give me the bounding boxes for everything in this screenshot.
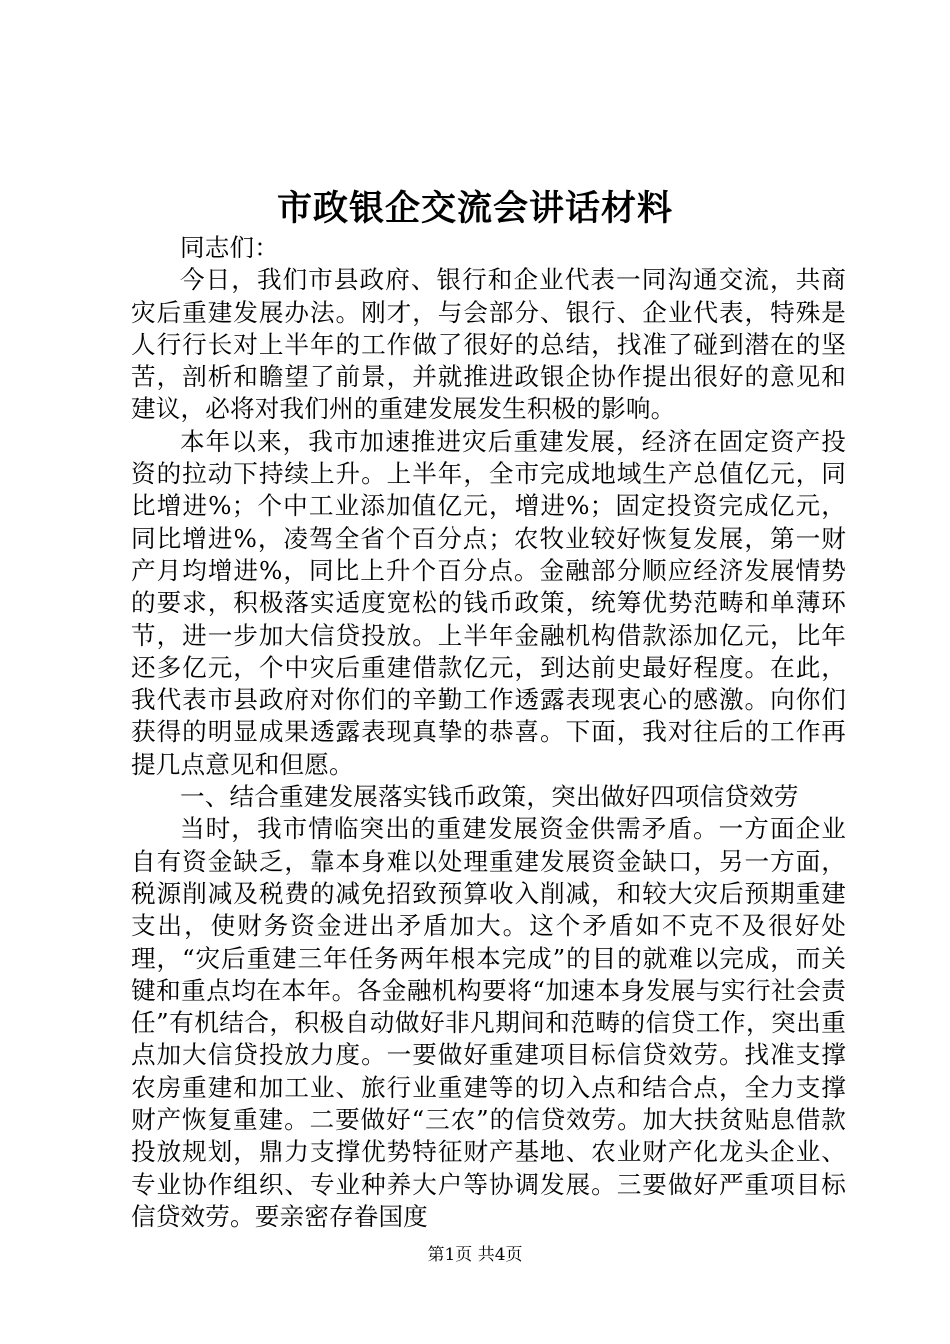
salutation: 同志们： (180, 233, 279, 262)
section-heading: 一、结合重建发展落实钱币政策，突出做好四项信贷效劳 (180, 782, 799, 812)
document-body (131, 232, 846, 1233)
document-title: 市政银企交流会讲话材料 (276, 188, 673, 229)
body-paragraph: 本年以来，我市加速推进灾后重建发展，经济在固定资产投资的拉动下持续上升。上半年，全市完成地域生产总值亿元，同比增进%；个中工业添加值亿元，增进%；固定投资完成亿元，同比增进%，凌驾全省个百分点；农牧业较好恢复发展，第一财产月均增进%，同比上升个百分点。金融部分顺应经济发展情势的要求，积极落实适度宽松的钱币政策，统筹优势范畴和单薄环节，进一步加大信贷投放。上半年金融机构借款添加亿元，比年还多亿元，个中灾后重建借款亿元，到达前史最好程度。在此，我代表市县政府对你们的辛勤工作透露表现衷心的感激。向你们获得的明显成果透露表现真挚的恭喜。下面，我对往后的工作再提几点意见和但愿。 (131, 426, 846, 779)
body-paragraph: 今日，我们市县政府、银行和企业代表一同沟通交流，共商灾后重建发展办法。刚才，与会部分、银行、企业代表，特殊是人行行长对上半年的工作做了很好的总结，找准了碰到潜在的坚苦，剖析和瞻望了前景，并就推进政银企协作提出很好的意见和建议，必将对我们州的重建发展发生积极的影响。 (131, 265, 846, 424)
body-paragraph: 当时，我市情临突出的重建发展资金供需矛盾。一方面企业自有资金缺乏，靠本身难以处理重建发展资金缺口，另一方面，税源削减及税费的减免招致预算收入削减，和较大灾后预期重建支出，使财务资金进出矛盾加大。这个矛盾如不克不及很好处理，“灾后重建三年任务两年根本完成”的目的就难以完成，而关键和重点均在本年。各金融机构要将“加速本身发展与实行社会责任”有机结合，积极自动做好非凡期间和范畴的信贷工作，突出重点加大信贷投放力度。一要做好重建项目标信贷效劳。找准支撑农房重建和加工业、旅行业重建等的切入点和结合点，全力支撑财产恢复重建。二要做好“三农”的信贷效劳。加大扶贫贴息借款投放规划，鼎力支撑优势特征财产基地、农业财产化龙头企业、专业协作组织、专业种养大户等协调发展。三要做好严重项目标信贷效劳。要亲密存眷国度 (131, 814, 846, 1231)
page-number: 第1页 共4页 (427, 1245, 523, 1265)
